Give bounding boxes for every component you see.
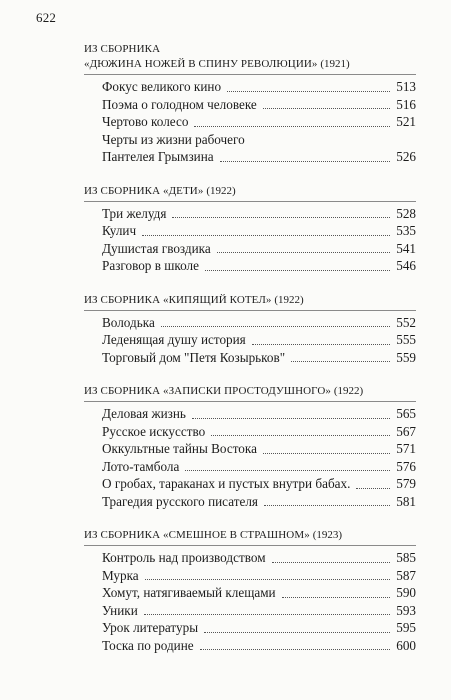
toc-entry-title: Деловая жизнь — [102, 406, 186, 421]
toc-entry — [102, 148, 416, 166]
dot-leader — [211, 435, 390, 436]
toc-entry-title: Разговор в школе — [102, 258, 199, 273]
toc-entry — [102, 637, 416, 655]
toc-entry — [102, 78, 416, 96]
dot-leader — [282, 597, 390, 598]
toc-entry-title: Урок литературы — [102, 620, 199, 635]
section-divider — [84, 310, 416, 311]
dot-leader — [200, 649, 390, 650]
toc-entry — [102, 475, 416, 493]
toc-entry — [102, 240, 416, 258]
toc-entry-page: 516 — [396, 96, 416, 112]
toc-section — [84, 384, 416, 510]
toc-entry-page: 595 — [396, 620, 416, 635]
toc-entry-page: 555 — [396, 332, 416, 347]
toc-entry-page: 576 — [396, 458, 416, 474]
toc-entry — [102, 602, 416, 620]
toc-entry-page: 552 — [396, 314, 416, 330]
toc-entry-title: Пантелея Грымзина — [102, 149, 214, 164]
toc-entry-title: Поэма о голодном человеке — [102, 96, 257, 112]
section-year: (1921) — [320, 58, 350, 70]
section-title — [84, 528, 416, 543]
section-collection-name: ИЗ СБОРНИКА «КИПЯЩИЙ КОТЕЛ» — [84, 293, 272, 306]
toc-entry — [102, 314, 416, 332]
toc-entry-page: 600 — [396, 637, 416, 653]
toc-entry-page: 526 — [396, 149, 416, 164]
toc-entry-title: Трагедия русского писателя — [102, 493, 258, 509]
dot-leader — [291, 361, 390, 362]
toc-entry-title: Торговый дом "Петя Козырьков" — [102, 349, 286, 365]
section-divider — [84, 74, 416, 75]
table-of-contents — [84, 42, 416, 672]
toc-section — [84, 528, 416, 654]
dot-leader — [252, 344, 390, 345]
dot-leader — [205, 270, 390, 271]
section-title — [84, 184, 416, 199]
toc-entry — [102, 257, 416, 275]
section-collection-name: ИЗ СБОРНИКА «ЗАПИСКИ ПРОСТОДУШНОГО» — [84, 385, 331, 397]
toc-entry-page: 565 — [396, 406, 416, 421]
toc-entry-page: 513 — [396, 79, 416, 94]
section-year: (1922) — [206, 184, 236, 197]
dot-leader — [194, 126, 390, 127]
toc-entry — [102, 405, 416, 423]
section-collection-name: ИЗ СБОРНИКА «СМЕШНОЕ В СТРАШНОМ» — [84, 529, 310, 541]
toc-entry-title-line1: Черты из жизни рабочего — [102, 131, 245, 147]
toc-entry — [102, 349, 416, 367]
toc-entry-title: Русское искусство — [102, 423, 206, 439]
toc-entry-title: Володька — [102, 314, 155, 330]
toc-entry — [102, 619, 416, 637]
toc-entry-page: 590 — [396, 585, 416, 600]
toc-section — [84, 293, 416, 367]
dot-leader — [145, 579, 390, 580]
toc-entry-title: Кулич — [102, 223, 137, 238]
toc-entry-title: О гробах, тараканах и пустых внутри бабах. — [102, 476, 351, 491]
dot-leader — [144, 614, 390, 615]
toc-entry-title: Лото-тамбола — [102, 458, 180, 474]
toc-entry-page: 559 — [396, 349, 416, 365]
dot-leader — [227, 91, 390, 92]
dot-leader — [192, 418, 390, 419]
dot-leader — [263, 108, 390, 109]
toc-entry-page: 571 — [396, 441, 416, 456]
toc-entry — [102, 423, 416, 441]
toc-entry — [102, 96, 416, 114]
toc-entry — [102, 205, 416, 223]
toc-entry-title: Чертово колесо — [102, 114, 189, 129]
toc-entry-page: 581 — [396, 493, 416, 509]
section-divider — [84, 401, 416, 402]
toc-entry-title: Фокус великого кино — [102, 79, 222, 94]
toc-entry — [102, 584, 416, 602]
toc-section — [84, 42, 416, 166]
toc-entry-title: Хомут, натягиваемый клещами — [102, 585, 276, 600]
toc-entry-page: 535 — [396, 223, 416, 238]
dot-leader — [172, 217, 390, 218]
section-year: (1922) — [333, 385, 364, 397]
section-title — [84, 57, 416, 72]
dot-leader — [142, 235, 390, 236]
toc-entry-page: 567 — [396, 423, 416, 439]
toc-entry — [102, 458, 416, 476]
toc-entry-title: Тоска по родине — [102, 637, 194, 653]
toc-entry-title: Леденящая душу история — [102, 332, 246, 347]
dot-leader — [217, 252, 390, 253]
toc-entry-title: Оккультные тайны Востока — [102, 441, 257, 456]
toc-entry-title: Три желудя — [102, 205, 167, 221]
toc-entry — [102, 549, 416, 567]
dot-leader — [263, 453, 390, 454]
section-title — [84, 293, 416, 308]
toc-entry — [102, 222, 416, 240]
section-title: ИЗ СБОРНИКА — [84, 43, 161, 55]
toc-entry-title: Уники — [102, 602, 138, 618]
dot-leader — [161, 326, 390, 327]
dot-leader — [220, 161, 390, 162]
toc-entry-page: 541 — [396, 240, 416, 256]
dot-leader — [272, 562, 390, 563]
toc-entry — [102, 493, 416, 511]
toc-entry — [102, 440, 416, 458]
toc-entry-title: Мурка — [102, 567, 139, 583]
toc-entry-page: 521 — [396, 114, 416, 129]
section-collection-name: ИЗ СБОРНИКА «ДЕТИ» — [84, 184, 204, 197]
section-year: (1922) — [274, 293, 304, 306]
dot-leader — [204, 632, 390, 633]
toc-entry — [102, 567, 416, 585]
dot-leader — [264, 505, 390, 506]
toc-entry-page: 585 — [396, 550, 416, 565]
section-title — [84, 384, 416, 399]
dot-leader — [185, 470, 390, 471]
toc-section — [84, 184, 416, 275]
page-number: 622 — [36, 10, 57, 25]
toc-entry-page: 587 — [396, 567, 416, 583]
toc-entry-title: Душистая гвоздика — [102, 240, 211, 256]
section-year: (1923) — [312, 529, 343, 541]
section-collection-name: «ДЮЖИНА НОЖЕЙ В СПИНУ РЕВОЛЮЦИИ» — [84, 58, 318, 70]
toc-entry — [102, 113, 416, 131]
section-divider — [84, 201, 416, 202]
toc-entry-page: 528 — [396, 205, 416, 221]
dot-leader — [356, 488, 390, 489]
toc-entry-page: 593 — [396, 602, 416, 618]
toc-entry-title: Контроль над производством — [102, 550, 266, 565]
section-divider — [84, 545, 416, 546]
toc-entry-page: 579 — [396, 476, 416, 491]
toc-entry-page: 546 — [396, 258, 416, 273]
toc-entry — [102, 331, 416, 349]
